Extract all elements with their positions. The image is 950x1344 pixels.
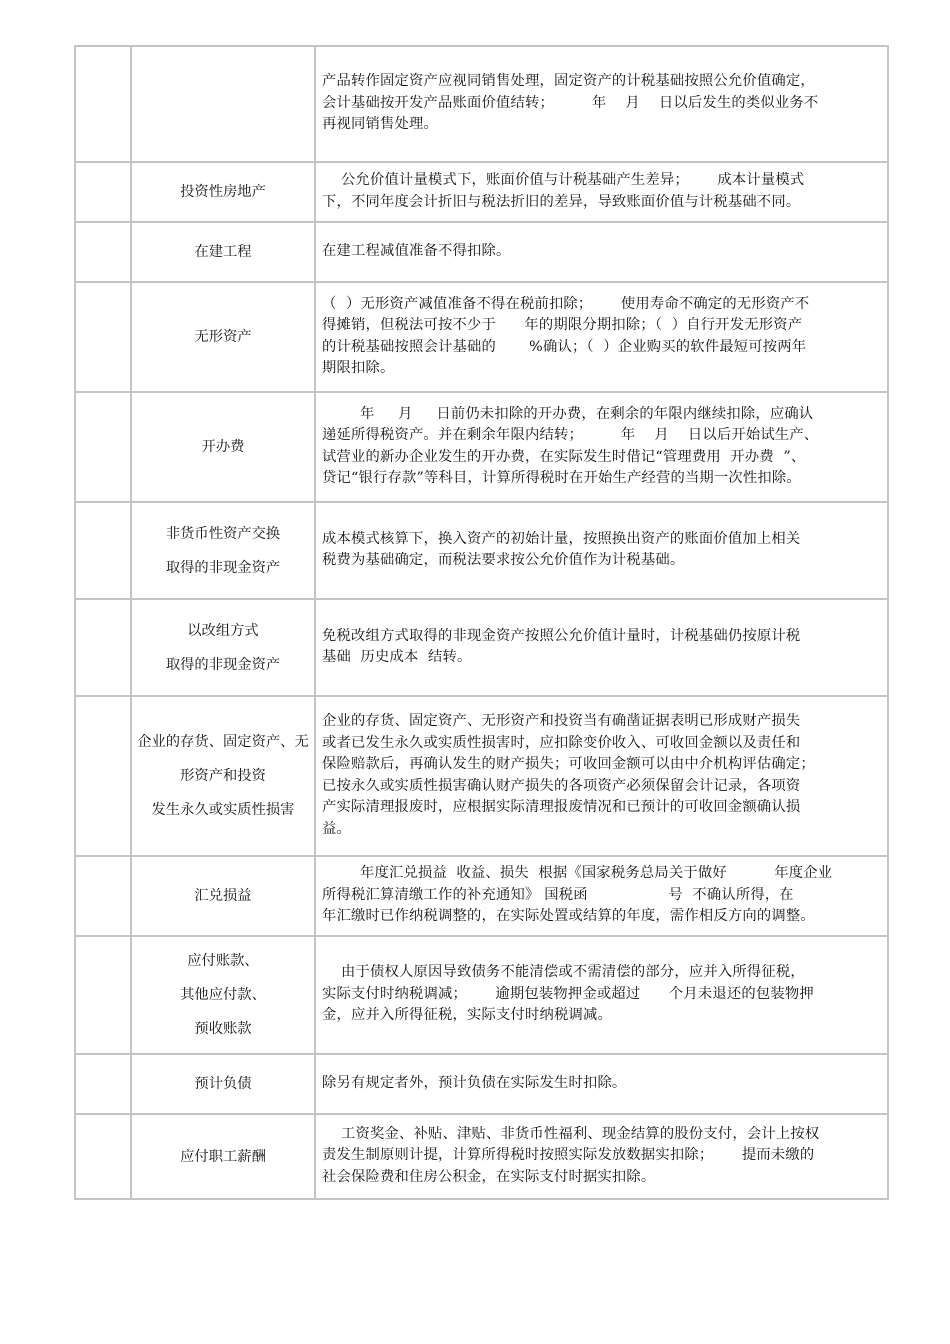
table-row <box>75 1114 888 1199</box>
category-cell <box>131 599 315 696</box>
row-index-cell <box>75 599 131 696</box>
table-row <box>75 222 888 282</box>
row-index-cell <box>75 46 131 162</box>
content-cell <box>315 162 888 222</box>
content-line: 免税改组方式取得的非现金资产按照公允价值计量时，计税基础仍按原计税 <box>322 627 801 644</box>
content-cell <box>315 696 888 856</box>
category-label: 在建工程 <box>194 244 252 260</box>
content-line: 会计基础按开发产品账面价值结转； 年 月 日以后发生的类似业务不 <box>322 94 819 111</box>
table-row <box>75 282 888 392</box>
category-cell <box>131 1054 315 1114</box>
content-line: 贷记“银行存款”等科目，计算所得税时在开始生产经营的当期一次性扣除。 <box>322 470 801 486</box>
content-cell <box>315 392 888 502</box>
table-row <box>75 392 888 502</box>
content-line: 期限扣除。 <box>322 360 395 376</box>
content-line: 社会保险费和住房公积金，在实际支付时据实扣除。 <box>322 1168 656 1185</box>
content-line: （ ）无形资产减值准备不得在税前扣除； 使用寿命不确定的无形资产不 <box>322 295 810 312</box>
category-label: 应付账款、 <box>187 953 259 969</box>
category-cell <box>131 222 315 282</box>
row-index-cell <box>75 222 131 282</box>
content-line: 公允价值计量模式下，账面价值与计税基础产生差异； 成本计量模式 <box>322 172 805 188</box>
category-cell <box>131 1114 315 1199</box>
content-line: 或者已发生永久或实质性损害时，应扣除变价收入、可收回金额以及责任和 <box>322 734 801 751</box>
content-cell <box>315 46 888 162</box>
content-line: 税费为基础确定，而税法要求按公允价值作为计税基础。 <box>322 552 685 568</box>
category-label: 发生永久或实质性损害 <box>151 802 295 818</box>
category-cell <box>131 282 315 392</box>
table-row <box>75 502 888 599</box>
category-label: 汇兑损益 <box>194 888 252 904</box>
content-cell <box>315 1114 888 1199</box>
content-line: 已按永久或实质性损害确认财产损失的各项资产必须保留会计记录，各项资 <box>322 777 801 794</box>
tax-accounting-differences-table <box>74 45 889 1200</box>
category-label: 非货币性资产交换 <box>165 525 281 542</box>
category-label: 投资性房地产 <box>180 184 266 200</box>
content-line: 除另有规定者外，预计负债在实际发生时扣除。 <box>322 1074 627 1091</box>
table-row <box>75 162 888 222</box>
row-index-cell <box>75 1114 131 1199</box>
content-line: 下，不同年度会计折旧与税法折旧的差异，导致账面价值与计税基础不同。 <box>322 193 801 210</box>
content-line: 年度汇兑损益 收益、损失 根据《国家税务总局关于做好 年度企业 <box>322 865 833 882</box>
table-row <box>75 696 888 856</box>
content-line: 产品转作固定资产应视同销售处理，固定资产的计税基础按照公允价值确定， <box>322 73 815 90</box>
category-label: 应付职工薪酬 <box>180 1148 266 1165</box>
content-line: 再视同销售处理。 <box>322 116 438 133</box>
row-index-cell <box>75 502 131 599</box>
category-cell <box>131 46 315 162</box>
content-cell <box>315 222 888 282</box>
content-line: 产实际清理报废时，应根据实际清理报废情况和已预计的可收回金额确认损 <box>322 799 801 815</box>
content-line: 企业的存货、固定资产、无形资产和投资当有确凿证据表明已形成财产损失 <box>322 713 801 729</box>
row-index-cell <box>75 856 131 936</box>
category-label: 无形资产 <box>194 329 252 345</box>
content-cell <box>315 1054 888 1114</box>
category-cell <box>131 502 315 599</box>
content-line: 的计税基础按照会计基础的 %确认；（ ）企业购买的软件最短可按两年 <box>322 338 807 355</box>
content-line: 试营业的新办企业发生的开办费，在实际发生时借记“管理费用 开办费 ”、 <box>322 448 806 465</box>
category-label: 预计负债 <box>194 1076 252 1092</box>
content-cell <box>315 856 888 936</box>
category-cell <box>131 696 315 856</box>
content-cell <box>315 502 888 599</box>
content-line: 年汇缴时已作纳税调整的，在实际处置或结算的年度，需作相反方向的调整。 <box>322 908 815 925</box>
category-cell <box>131 856 315 936</box>
table-row <box>75 46 888 162</box>
category-cell <box>131 392 315 502</box>
category-label: 以改组方式 <box>187 622 259 639</box>
category-label: 企业的存货、固定资产、无形资产和投资 <box>137 734 309 784</box>
content-line: 在建工程减值准备不得扣除。 <box>322 242 511 259</box>
category-label: 预收账款 <box>194 1021 252 1037</box>
content-line: 保险赔款后，再确认发生的财产损失；可收回金额可以由中介机构评估确定； <box>322 756 815 772</box>
table-row <box>75 936 888 1054</box>
content-line: 基础 历史成本 结转。 <box>322 649 472 665</box>
row-index-cell <box>75 282 131 392</box>
row-index-cell <box>75 936 131 1054</box>
table-row <box>75 599 888 696</box>
category-label: 其他应付款、 <box>180 987 266 1003</box>
row-index-cell <box>75 1054 131 1114</box>
category-label: 取得的非现金资产 <box>165 656 281 673</box>
row-index-cell <box>75 162 131 222</box>
content-line: 实际支付时纳税调减； 逾期包装物押金或超过 个月未退还的包装物押 <box>322 985 814 1002</box>
content-line: 递延所得税资产。并在剩余年限内结转； 年 月 日以后开始试生产、 <box>322 427 819 443</box>
table-row <box>75 1054 888 1114</box>
category-label: 开办费 <box>201 439 245 455</box>
content-line: 责发生制原则计提，计算所得税时按照实际发放数据实扣除； 提而未缴的 <box>322 1147 815 1164</box>
category-cell <box>131 936 315 1054</box>
content-line: 成本模式核算下，换入资产的初始计量，按照换出资产的账面价值加上相关 <box>322 530 801 547</box>
content-line: 益。 <box>322 820 351 837</box>
row-index-cell <box>75 696 131 856</box>
category-label: 取得的非现金资产 <box>165 559 281 576</box>
content-line: 年 月 日前仍未扣除的开办费，在剩余的年限内继续扣除，应确认 <box>322 405 814 422</box>
table-row <box>75 856 888 936</box>
row-index-cell <box>75 392 131 502</box>
content-line: 工资奖金、补贴、津贴、非货币性福利、现金结算的股份支付，会计上按权 <box>322 1125 820 1142</box>
content-cell <box>315 282 888 392</box>
content-line: 得摊销，但税法可按不少于 年的期限分期扣除；（ ）自行开发无形资产 <box>322 317 803 333</box>
content-line: 所得税汇算清缴工作的补充通知》 国税函 号 不确认所得，在 <box>322 886 794 903</box>
category-cell <box>131 162 315 222</box>
content-cell <box>315 936 888 1054</box>
content-line: 金，应并入所得征税，实际支付时纳税调减。 <box>322 1007 612 1024</box>
table-body <box>75 46 888 1199</box>
content-cell <box>315 599 888 696</box>
content-line: 由于债权人原因导致债务不能清偿或不需清偿的部分，应并入所得征税， <box>322 964 805 981</box>
